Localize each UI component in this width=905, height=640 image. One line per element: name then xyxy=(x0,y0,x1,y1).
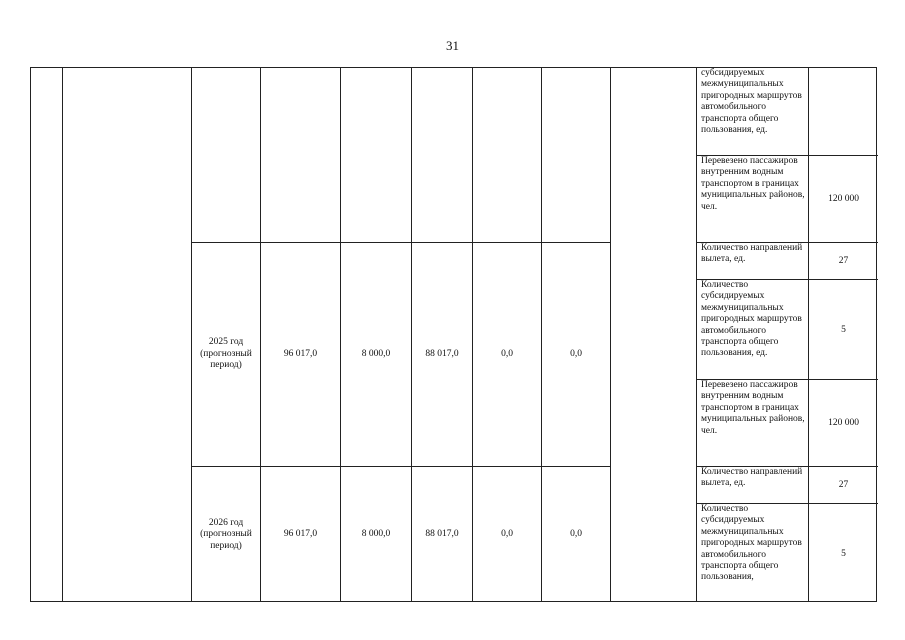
indicator-value: 5 xyxy=(841,548,846,559)
program-table xyxy=(30,67,877,602)
indicator-name: субсидируемых межмуниципальных пригородных маршрутов автомобильного транспорта общего пользования, ед. xyxy=(701,68,802,136)
indicator-value xyxy=(809,68,878,155)
column-divider xyxy=(62,68,63,601)
total-amount-cell: 96 017,0 xyxy=(283,348,318,359)
indicator-name: Количество направлений вылета, ед. xyxy=(701,467,803,489)
indicator-name: Перевезено пассажиров внутренним водным транспортом в границах муниципальных районов, чел. xyxy=(701,156,805,212)
indicator-name: Количество субсидируемых межмуниципальных пригородных маршрутов автомобильного транспорта общего пользования, xyxy=(701,504,802,583)
indicator-name: Перевезено пассажиров внутренним водным транспортом в границах муниципальных районов, чел. xyxy=(701,380,805,436)
local-budget-cell: 0,0 xyxy=(501,348,513,359)
indicator-value: 27 xyxy=(838,480,849,490)
period-year-cell: 2026 год (прогнозный период) xyxy=(200,517,252,551)
indicator-value: 120 000 xyxy=(828,194,859,204)
column-divider xyxy=(610,68,611,601)
period-year-cell: 2025 год (прогнозный период) xyxy=(200,337,252,371)
federal-budget-cell: 8 000,0 xyxy=(361,529,391,540)
total-amount-cell: 96 017,0 xyxy=(283,529,318,540)
indicator-name: Количество направлений вылета, ед. xyxy=(701,243,803,265)
regional-budget-cell: 88 017,0 xyxy=(425,529,459,540)
page-number: 31 xyxy=(446,38,459,53)
federal-budget-cell: 8 000,0 xyxy=(361,348,391,359)
other-sources-cell: 0,0 xyxy=(570,348,582,359)
indicator-value: 120 000 xyxy=(828,418,859,428)
other-sources-cell: 0,0 xyxy=(570,529,582,540)
regional-budget-cell: 88 017,0 xyxy=(425,348,459,359)
indicator-value: 5 xyxy=(841,324,846,335)
local-budget-cell: 0,0 xyxy=(501,529,513,540)
indicator-name: Количество субсидируемых межмуниципальных пригородных маршрутов автомобильного транспорта общего пользования, ед. xyxy=(701,280,802,359)
indicator-value: 27 xyxy=(838,256,849,266)
